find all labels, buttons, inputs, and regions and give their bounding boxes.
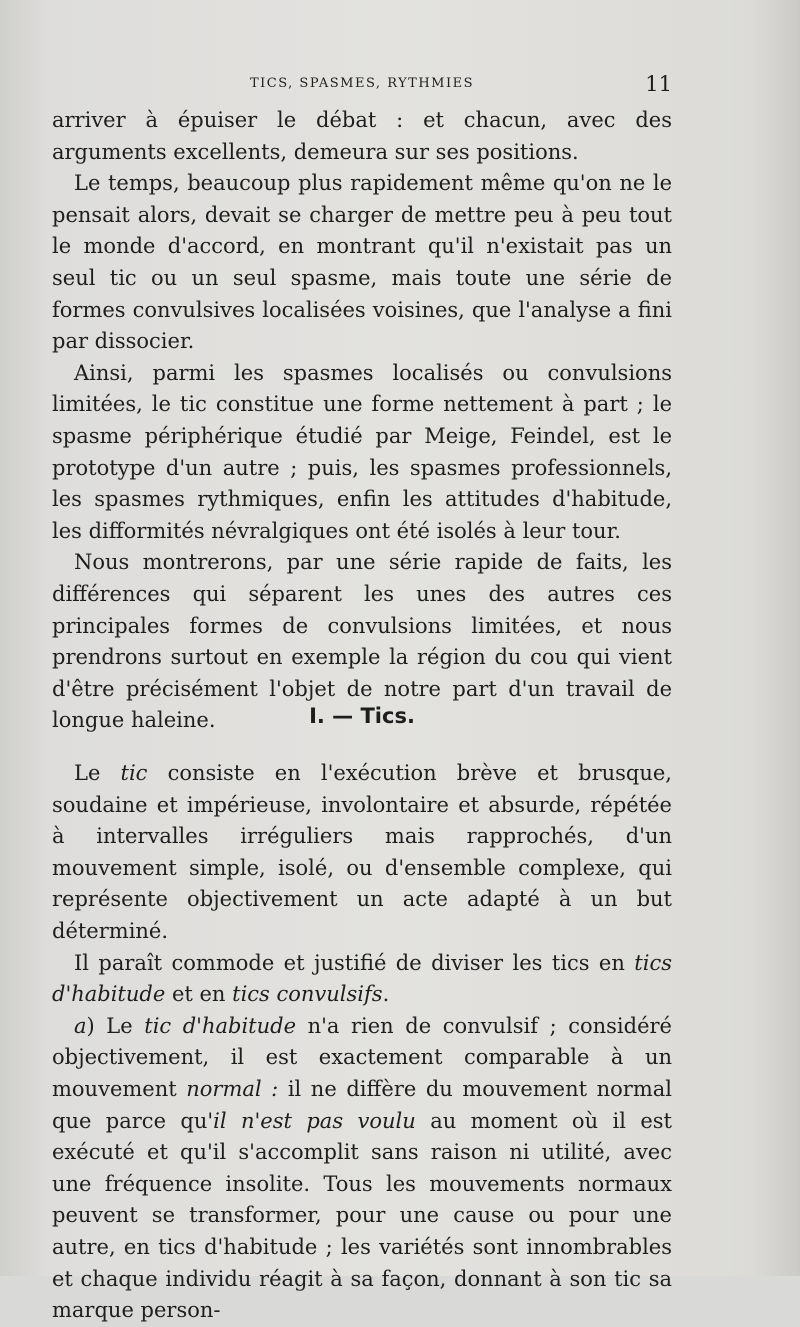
text-run: . xyxy=(382,982,390,1007)
intro-text xyxy=(52,105,672,737)
text-run: Il paraît commode et justifié de diviser les tics en xyxy=(74,950,635,975)
text-run: et en xyxy=(165,982,233,1007)
paragraph xyxy=(52,758,672,948)
italic-term: normal : xyxy=(186,1076,279,1101)
text-run: au moment où il est exécuté et qu'il s'accomplit sans raison ni utilité, avec une fréquence insolite. Tous les mouvements normaux peuvent se transformer, pour une cause ou pour une autre, en tics d'habitude ; les variétés sont innombrables et chaque individu réagit à sa façon, donnant à son tic sa marque person- xyxy=(52,1108,672,1323)
text-run: ) Le xyxy=(86,1013,145,1038)
text-run: il ne diffère du mouvement normal que parce qu' xyxy=(52,1076,672,1133)
section-text xyxy=(52,758,672,1327)
text-run: consiste en l'exécution brève et brusque, soudaine et impérieuse, involontaire et absurde, répétée à intervalles irréguliers mais rapprochés, d'un mouvement simple, isolé, ou d'ensemble complexe, qui représente objectivement un acte adapté à un but déterminé. xyxy=(52,761,672,943)
italic-term: tic xyxy=(120,761,148,785)
italic-term: tics convulsifs xyxy=(232,982,383,1007)
page-number: 11 xyxy=(645,72,672,96)
paragraph xyxy=(52,1011,672,1327)
paragraph xyxy=(52,948,672,1011)
text-run: Le xyxy=(74,761,121,785)
paragraph: Ainsi, parmi les spasmes localisés ou convulsions limitées, le tic constitue une forme nettement à part ; le spasme périphérique étudié par Meige, Feindel, est le prototype d'un autre ; puis, les spasmes professionnels, les spasmes rythmiques, enfin les attitudes d'habitude, les difformités névralgiques ont été isolés à leur tour. xyxy=(52,360,672,543)
italic-term: tics d'habitude xyxy=(52,950,672,1007)
italic-term: il n'est pas voulu xyxy=(213,1108,416,1133)
paragraph: arriver à épuiser le débat : et chacun, avec des arguments excellents, demeura sur ses positions. xyxy=(52,108,672,164)
running-title: TICS, SPASMES, RYTHMIES xyxy=(249,76,475,91)
page-header xyxy=(52,72,672,102)
paragraph: Nous montrerons, par une série rapide de faits, les différences qui séparent les unes des autres ces principales formes de convulsions limitées, et nous prendrons surtout en exemple la région du cou qui vient d'être précisément l'objet de notre part d'un travail de longue haleine. xyxy=(52,550,672,733)
text-run: n'a rien de convulsif ; considéré objectivement, il est exactement comparable à un mouvement xyxy=(52,1013,672,1101)
italic-term: a xyxy=(74,1013,87,1038)
section-heading: I. — Tics. xyxy=(309,704,415,728)
italic-term: tic d'habitude xyxy=(144,1013,296,1038)
paragraph: Le temps, beaucoup plus rapidement même qu'on ne le pensait alors, devait se charger de mettre peu à peu tout le monde d'accord, en montrant qu'il n'existait pas un seul tic ou un seul spasme, mais toute une série de formes convulsives localisées voisines, que l'analyse a fini par dissocier. xyxy=(52,171,672,354)
